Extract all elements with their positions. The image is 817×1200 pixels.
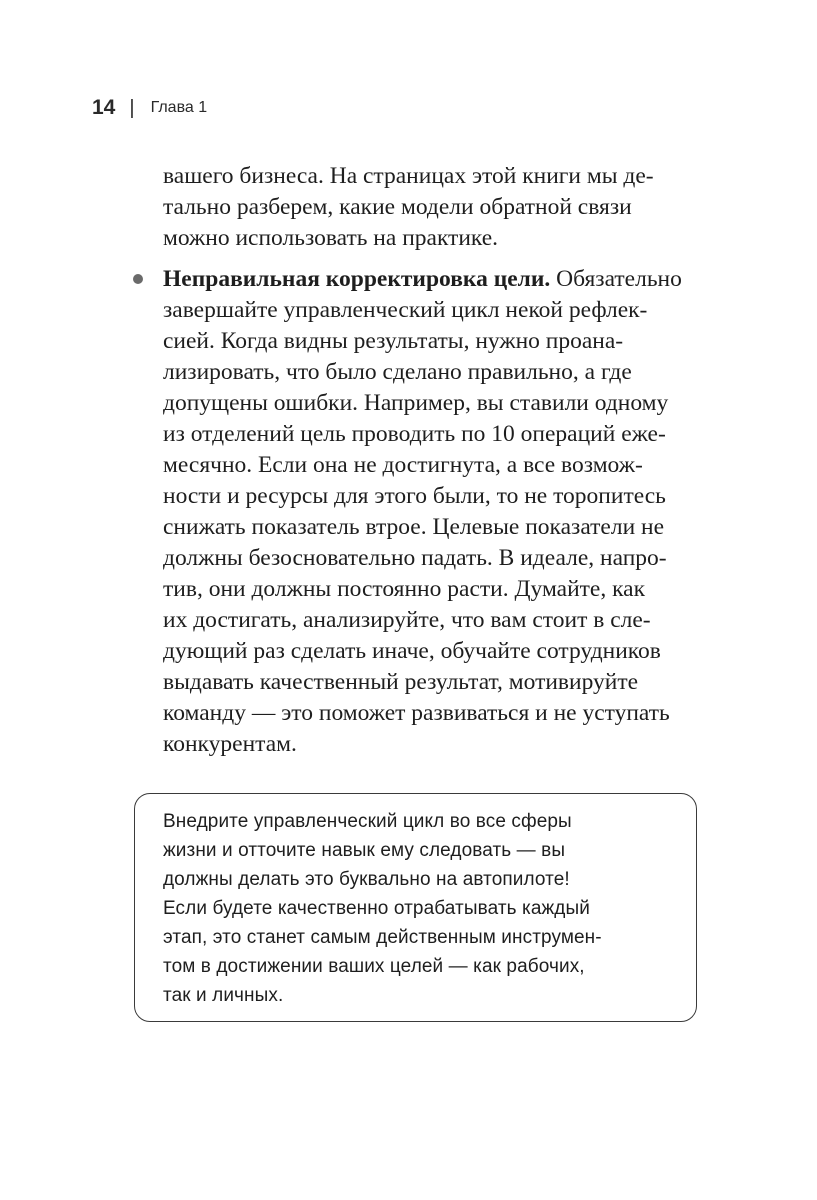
text-line: сией. Когда видны результаты, нужно проана- (163, 328, 624, 354)
text-line: тив, они должны постоянно расти. Думайте, как (163, 576, 646, 602)
text-line: конкурентам. (163, 731, 297, 757)
text-line: должны безосновательно падать. В идеале, напро- (163, 545, 667, 571)
text-line: их достигать, анализируйте, что вам стоит в сле- (163, 607, 651, 633)
text-line: дующий раз сделать иначе, обучайте сотрудников (163, 638, 661, 664)
chapter-label: Глава 1 (150, 99, 208, 116)
text-line: команду — это поможет развиваться и не уступать (163, 700, 670, 726)
text-line: тально разберем, какие модели обратной связи (163, 194, 632, 220)
callout-line: так и личных. (163, 985, 284, 1006)
text-line: вашего бизнеса. На страницах этой книги мы де- (163, 163, 654, 189)
text-line: лизировать, что было сделано правильно, а где (163, 359, 632, 385)
text-line: снижать показатель втрое. Целевые показатели не (163, 514, 665, 540)
callout-line: Если будете качественно отрабатывать каждый (163, 898, 590, 919)
bullet-first-line-rest: Обязательно (550, 266, 682, 292)
callout-line: должны делать это буквально на автопилоте! (163, 869, 570, 890)
text-line: завершайте управленческий цикл некой рефлек- (163, 297, 648, 323)
callout-line: жизни и отточите навык ему следовать — вы (163, 840, 566, 861)
text-line: ности и ресурсы для этого были, то не торопитесь (163, 483, 666, 509)
callout-line: этап, это станет самым действенным инструмен- (163, 927, 602, 948)
text-line: можно использовать на практике. (163, 225, 499, 251)
bullet-first-line (163, 264, 682, 294)
text-line: месячно. Если она не достигнута, а все возмож- (163, 452, 643, 478)
callout-line: том в достижении ваших целей — как рабочих, (163, 956, 585, 977)
page-number: 14 (92, 96, 116, 119)
bullet-lead: Неправильная корректировка цели. (163, 266, 551, 292)
text-line: из отделений цель проводить по 10 операций еже- (163, 421, 666, 447)
bullet-dot-icon (133, 274, 143, 284)
running-head (92, 92, 207, 124)
callout-line: Внедрите управленческий цикл во все сферы (163, 811, 572, 832)
text-line: допущены ошибки. Например, вы ставили одному (163, 390, 669, 416)
text-line: выдавать качественный результат, мотивируйте (163, 669, 639, 695)
header-divider: | (129, 96, 135, 119)
